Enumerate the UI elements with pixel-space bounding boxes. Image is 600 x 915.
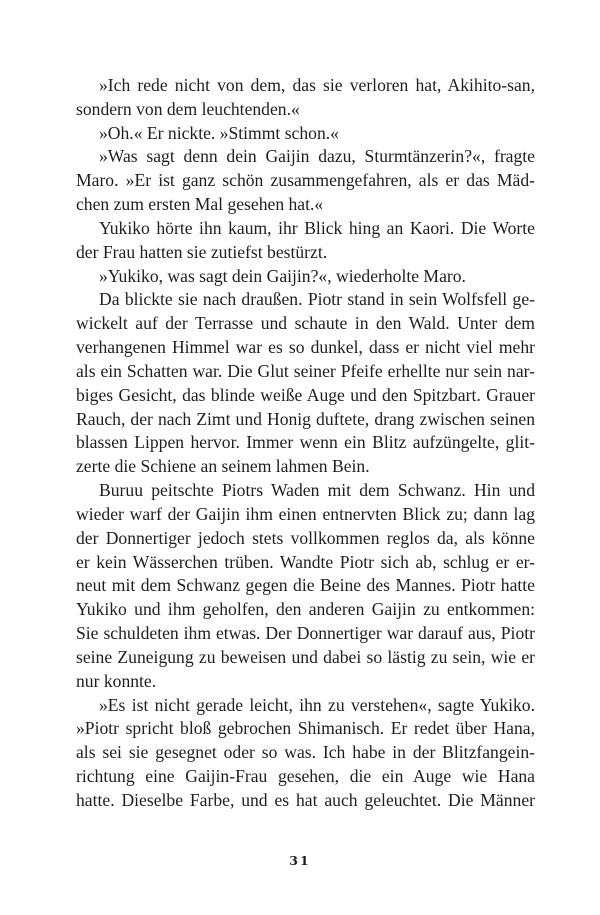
text-line: »Oh.« Er nickte. »Stimmt schon.« bbox=[99, 122, 339, 143]
text-line: Sie schuldeten ihm etwas. Der Donnertiger war darauf aus, Piotr bbox=[76, 623, 535, 644]
text-line: richtung eine Gaijin-Frau gesehen, die ein Auge wie Hana bbox=[76, 766, 535, 787]
text-line: nur konnte. bbox=[76, 670, 157, 691]
text-line: »Was sagt denn dein Gaijin dazu, Sturmtänzerin?«, fragte bbox=[99, 146, 535, 167]
text-line: der Frau hatten sie zutiefst bestürzt. bbox=[76, 241, 328, 262]
text-line: Maro. »Er ist ganz schön zusammengefahren, als er das Mäd- bbox=[76, 170, 535, 191]
paragraph bbox=[76, 694, 535, 813]
text-line: »Es ist nicht gerade leicht, ihn zu verstehen«, sagte Yukiko. bbox=[99, 694, 535, 715]
paragraph bbox=[76, 288, 535, 479]
text-line: blassen Lippen hervor. Immer wenn ein Blitz aufzüngelte, glit- bbox=[76, 432, 535, 453]
paragraph bbox=[76, 217, 535, 265]
text-line: biges Gesicht, das blinde weiße Auge und den Spitzbart. Grauer bbox=[76, 384, 535, 405]
text-line: Rauch, der nach Zimt und Honig duftete, drang zwischen seinen bbox=[76, 408, 535, 429]
text-line: als ein Schatten war. Die Glut seiner Pfeife erhellte nur sein nar- bbox=[76, 360, 535, 381]
text-line: wieder warf der Gaijin ihm einen entnervten Blick zu; dann lag bbox=[76, 503, 535, 524]
text-line: chen zum ersten Mal gesehen hat.« bbox=[76, 194, 324, 215]
text-line: Buruu peitschte Piotrs Waden mit dem Schwanz. Hin und bbox=[99, 480, 535, 501]
text-line: wickelt auf der Terrasse und schaute in den Wald. Unter dem bbox=[76, 313, 535, 334]
paragraph bbox=[76, 265, 535, 289]
paragraph bbox=[76, 74, 535, 122]
text-line: Da blickte sie nach draußen. Piotr stand in sein Wolfsfell ge- bbox=[99, 289, 535, 310]
page-number: 31 bbox=[289, 853, 311, 868]
paragraph bbox=[76, 145, 535, 216]
text-line: hatte. Dieselbe Farbe, und es hat auch geleuchtet. Die Männer bbox=[76, 789, 535, 810]
text-line: zerte die Schiene an seinem lahmen Bein. bbox=[76, 456, 370, 477]
text-line: sondern von dem leuchtenden.« bbox=[76, 98, 300, 119]
text-line: verhangenen Himmel war es so dunkel, dass er nicht viel mehr bbox=[76, 337, 535, 358]
body-text bbox=[76, 74, 535, 813]
text-line: »Piotr spricht bloß gebrochen Shimanisch. Er redet über Hana, bbox=[76, 718, 535, 739]
paragraph bbox=[76, 122, 535, 146]
text-line: als sei sie gesegnet oder so was. Ich habe in der Blitzfangein- bbox=[76, 742, 535, 763]
text-line: der Donnertiger jedoch stets vollkommen reglos da, als könne bbox=[76, 527, 535, 548]
text-line: er kein Wässerchen trüben. Wandte Piotr sich ab, schlug er er- bbox=[76, 551, 535, 572]
text-line: Yukiko hörte ihn kaum, ihr Blick hing an Kaori. Die Worte bbox=[99, 217, 535, 238]
text-line: »Ich rede nicht von dem, das sie verloren hat, Akihito-san, bbox=[99, 75, 535, 95]
text-line: neut mit dem Schwanz gegen die Beine des Mannes. Piotr hatte bbox=[76, 575, 535, 596]
text-line: seine Zuneigung zu beweisen und dabei so lästig zu sein, wie er bbox=[76, 646, 535, 667]
paragraph bbox=[76, 479, 535, 693]
text-line: Yukiko und ihm geholfen, den anderen Gaijin zu entkommen: bbox=[76, 599, 535, 620]
text-line: »Yukiko, was sagt dein Gaijin?«, wiederholte Maro. bbox=[99, 265, 466, 286]
